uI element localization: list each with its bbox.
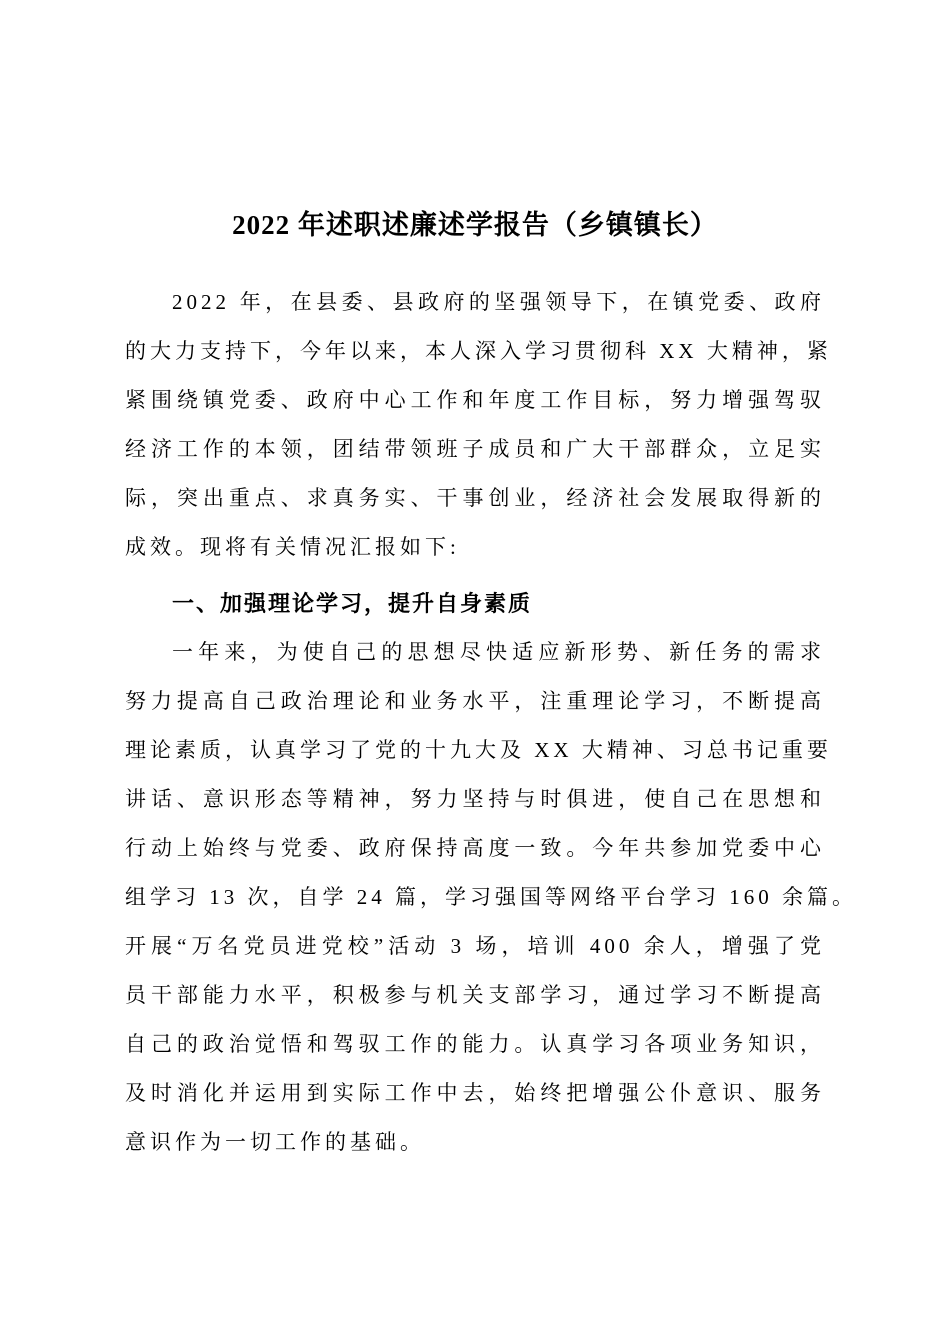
document-title: 2022 年述职述廉述学报告（乡镇镇长） xyxy=(232,210,718,240)
text-line: 一年来，为使自己的思想尽快适应新形势、新任务的需求 xyxy=(172,640,825,664)
document-content xyxy=(0,205,950,1167)
text-line: 讲话、意识形态等精神，努力坚持与时俱进，使自己在思想和 xyxy=(125,787,825,811)
text-line: 行动上始终与党委、政府保持高度一致。今年共参加党委中心 xyxy=(125,836,825,860)
paragraph-intro xyxy=(125,278,832,572)
section-heading-1: 一、加强理论学习，提升自身素质 xyxy=(172,591,533,616)
text-line: 自己的政治觉悟和驾驭工作的能力。认真学习各项业务知识， xyxy=(125,1032,825,1056)
text-line: 意识作为一切工作的基础。 xyxy=(125,1130,425,1154)
text-line: 经济工作的本领，团结带领班子成员和广大干部群众，立足实 xyxy=(125,437,825,461)
text-line: 2022 年，在县委、县政府的坚强领导下，在镇党委、政府 xyxy=(172,290,825,314)
text-line: 员干部能力水平，积极参与机关支部学习，通过学习不断提高 xyxy=(125,983,825,1007)
text-line: 理论素质，认真学习了党的十九大及 XX 大精神、习总书记重要 xyxy=(125,738,832,762)
text-line: 及时消化并运用到实际工作中去，始终把增强公仆意识、服务 xyxy=(125,1081,825,1105)
text-line: 成效。现将有关情况汇报如下: xyxy=(125,535,460,559)
text-line: 际，突出重点、求真务实、干事创业，经济社会发展取得新的 xyxy=(125,486,825,510)
text-line: 紧围绕镇党委、政府中心工作和年度工作目标，努力增强驾驭 xyxy=(125,388,825,412)
text-line: 组学习 13 次，自学 24 篇，学习强国等网络平台学习 160 余篇。 xyxy=(125,885,857,909)
text-line: 开展“万名党员进党校”活动 3 场，培训 400 余人，增强了党 xyxy=(125,934,825,958)
paragraph-section-1 xyxy=(125,628,857,1167)
text-line: 的大力支持下，今年以来，本人深入学习贯彻科 XX 大精神，紧 xyxy=(125,339,832,363)
text-line: 努力提高自己政治理论和业务水平，注重理论学习，不断提高 xyxy=(125,689,825,713)
